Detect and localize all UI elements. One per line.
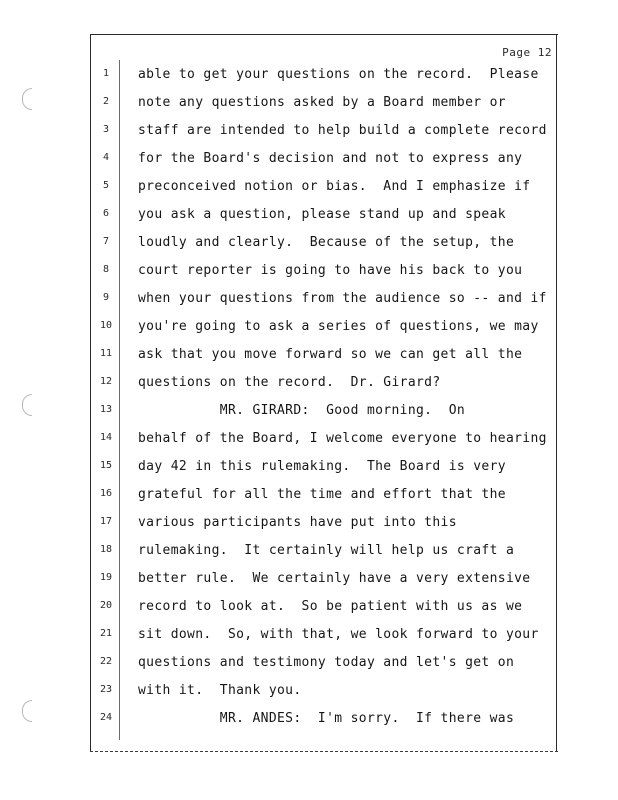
- transcript-line: [0, 515, 560, 543]
- transcript-line: [0, 263, 560, 291]
- line-text: questions on the record. Dr. Girard?: [138, 375, 441, 390]
- page-frame-bottom-border: [90, 751, 558, 752]
- transcript-line: [0, 291, 560, 319]
- line-number: 18: [99, 544, 113, 555]
- line-text: various participants have put into this: [138, 515, 457, 530]
- line-number: 3: [102, 124, 110, 135]
- line-text: MR. ANDES: I'm sorry. If there was: [138, 711, 515, 726]
- transcript-line: [0, 655, 560, 683]
- line-text: with it. Thank you.: [138, 683, 302, 698]
- transcript-line: [0, 431, 560, 459]
- line-text: you're going to ask a series of questions, we may: [138, 319, 539, 334]
- line-number: 12: [99, 376, 113, 387]
- transcript-line: [0, 179, 560, 207]
- line-number: 23: [99, 684, 113, 695]
- line-number: 24: [99, 712, 113, 723]
- line-number: 17: [99, 516, 113, 527]
- line-number: 2: [102, 96, 110, 107]
- transcript-line: [0, 683, 560, 711]
- transcript-line: [0, 627, 560, 655]
- line-text: rulemaking. It certainly will help us craft a: [138, 543, 515, 558]
- line-number: 9: [102, 292, 110, 303]
- line-text: grateful for all the time and effort that the: [138, 487, 506, 502]
- line-number: 21: [99, 628, 113, 639]
- line-text: for the Board's decision and not to express any: [138, 151, 523, 166]
- transcript-line: [0, 543, 560, 571]
- line-text: ask that you move forward so we can get all the: [138, 347, 523, 362]
- line-text: questions and testimony today and let's get on: [138, 655, 515, 670]
- line-number: 13: [99, 404, 113, 415]
- line-number: 8: [102, 264, 110, 275]
- page-frame-top-border: [90, 34, 558, 35]
- line-text: staff are intended to help build a complete record: [138, 123, 547, 138]
- line-text: day 42 in this rulemaking. The Board is very: [138, 459, 506, 474]
- line-text: behalf of the Board, I welcome everyone to hearing: [138, 431, 547, 446]
- page-number-label: Page 12: [502, 46, 552, 59]
- line-number: 22: [99, 656, 113, 667]
- line-number: 16: [99, 488, 113, 499]
- line-number: 1: [102, 68, 110, 79]
- transcript-line: [0, 95, 560, 123]
- line-number: 14: [99, 432, 113, 443]
- line-text: record to look at. So be patient with us as we: [138, 599, 523, 614]
- line-text: better rule. We certainly have a very extensive: [138, 571, 531, 586]
- line-number: 10: [99, 320, 113, 331]
- line-text: MR. GIRARD: Good morning. On: [138, 403, 466, 418]
- transcript-line: [0, 151, 560, 179]
- transcript-line: [0, 347, 560, 375]
- line-text: sit down. So, with that, we look forward to your: [138, 627, 539, 642]
- transcript-line: [0, 459, 560, 487]
- transcript-line: [0, 711, 560, 739]
- transcript-line: [0, 571, 560, 599]
- line-text: note any questions asked by a Board member or: [138, 95, 506, 110]
- line-number: 4: [102, 152, 110, 163]
- line-number: 7: [102, 236, 110, 247]
- transcript-line: [0, 235, 560, 263]
- line-text: when your questions from the audience so -- and if: [138, 291, 547, 306]
- line-number: 15: [99, 460, 113, 471]
- transcript-line: [0, 207, 560, 235]
- line-number: 11: [99, 348, 113, 359]
- transcript-line: [0, 375, 560, 403]
- transcript-line: [0, 487, 560, 515]
- transcript-line: [0, 67, 560, 95]
- line-number: 20: [99, 600, 113, 611]
- line-number: 5: [102, 180, 110, 191]
- transcript-line: [0, 403, 560, 431]
- line-text: court reporter is going to have his back to you: [138, 263, 523, 278]
- line-text: preconceived notion or bias. And I emphasize if: [138, 179, 531, 194]
- transcript-line: [0, 123, 560, 151]
- transcript-line: [0, 319, 560, 347]
- line-text: able to get your questions on the record. Please: [138, 67, 539, 82]
- line-number: 19: [99, 572, 113, 583]
- line-text: you ask a question, please stand up and speak: [138, 207, 506, 222]
- line-number: 6: [102, 208, 110, 219]
- transcript-line: [0, 599, 560, 627]
- line-text: loudly and clearly. Because of the setup, the: [138, 235, 515, 250]
